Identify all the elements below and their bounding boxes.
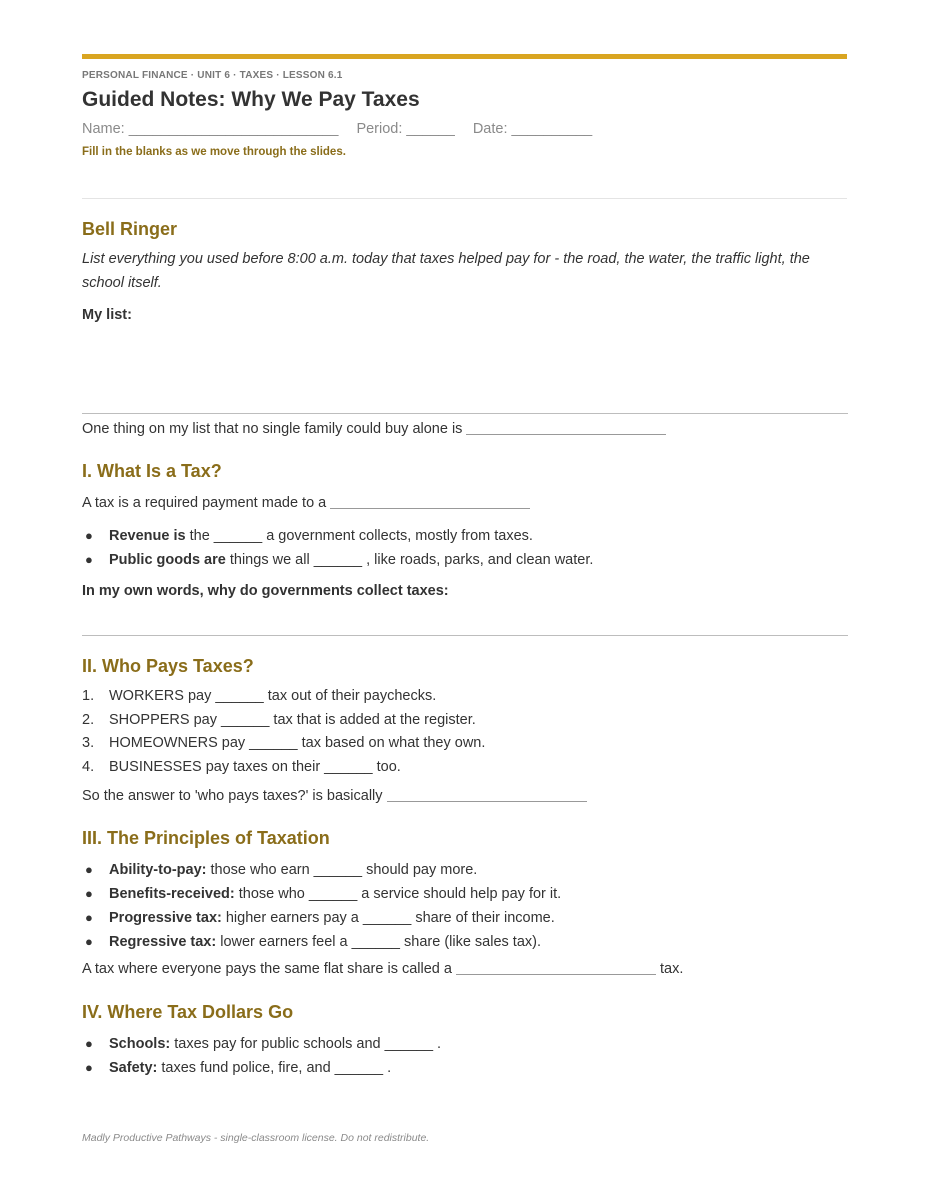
bullet-icon: ● [85,886,93,901]
list-item [82,548,847,572]
bullet-icon: ● [85,1036,93,1051]
list-item [82,1032,847,1056]
item-number: 1. [82,688,95,704]
item-number: 3. [82,735,95,751]
list-item [82,524,847,548]
bullet-icon: ● [85,1060,93,1075]
bell-ringer-sentence [82,417,847,441]
item-text: BUSINESSES pay taxes on their ______ too. [109,758,401,775]
section-3-heading: III. The Principles of Taxation [82,828,330,848]
section-2-list [82,685,847,779]
item-number: 4. [82,758,95,775]
answer-blank[interactable] [456,958,656,975]
list-item [82,756,847,780]
term: Revenue is [109,528,186,544]
student-fields [82,121,847,137]
who-pays-summary [82,784,847,808]
list-item [82,685,847,709]
term: Benefits-received: [109,886,235,902]
section-4-list [82,1032,847,1080]
term: Safety: [109,1060,158,1076]
name-field[interactable]: Name: __________________________ [82,121,339,137]
item-text: things we all ______ , like roads, parks, and clean water. [225,552,594,568]
instructions: Fill in the blanks as we move through the slides. [82,146,346,158]
period-field[interactable]: Period: ______ [356,121,455,137]
item-text: WORKERS pay ______ tax out of their paychecks. [109,688,437,704]
bell-ringer-prompt: List everything you used before 8:00 a.m. today that taxes helped pay for - the road, the water, the traffic light, the school itself. [82,251,810,291]
item-text: taxes pay for public schools and ______ . [170,1036,442,1052]
list-item [82,930,847,954]
list-item [82,1056,847,1080]
divider [82,198,847,199]
section-4-heading: IV. Where Tax Dollars Go [82,1002,294,1022]
item-text: higher earners pay a ______ share of their income. [221,910,555,926]
item-text: SHOPPERS pay ______ tax that is added at the register. [109,711,476,728]
bell-ringer-sentence-text: One thing on my list that no single family could buy alone is [82,421,463,437]
page-title: Guided Notes: Why We Pay Taxes [82,88,420,111]
license-footer: Madly Productive Pathways - single-classroom license. Do not redistribute. [82,1132,430,1144]
item-text: those who earn ______ should pay more. [206,862,478,878]
bullet-icon: ● [85,934,93,949]
writing-line [82,413,848,414]
term: Schools: [109,1036,171,1052]
section-1-heading: I. What Is a Tax? [82,461,222,481]
term: Regressive tax: [109,934,217,950]
who-pays-text: So the answer to 'who pays taxes?' is basically [82,788,383,804]
lesson-kicker: PERSONAL FINANCE · UNIT 6 · TAXES · LESSON 6.1 [82,70,343,81]
list-item [82,858,847,882]
term: Progressive tax: [109,910,222,926]
top-accent-bar [82,54,847,59]
date-field[interactable]: Date: __________ [472,121,593,137]
item-text: HOMEOWNERS pay ______ tax based on what they own. [109,735,486,751]
item-text: those who ______ a service should help pay for it. [234,886,562,902]
answer-blank[interactable] [466,418,666,435]
term: Ability-to-pay: [109,862,207,878]
tax-definition-text: A tax is a required payment made to a [82,495,327,511]
bell-ringer-heading: Bell Ringer [82,219,178,239]
section-2-heading: II. Who Pays Taxes? [82,656,254,676]
bullet-icon: ● [85,528,93,543]
bullet-icon: ● [85,552,93,567]
tax-definition [82,491,847,515]
item-number: 2. [82,711,95,728]
flat-tax-sentence [82,957,847,981]
list-item [82,882,847,906]
section-1-list [82,524,847,572]
worksheet [82,54,847,1080]
term: Public goods are [109,552,226,568]
section-3-list [82,858,847,954]
bullet-icon: ● [85,862,93,877]
flat-tax-end: tax. [659,961,684,977]
writing-line [82,635,848,636]
flat-tax-text: A tax where everyone pays the same flat share is called a [82,961,452,977]
item-text: lower earners feel a ______ share (like sales tax). [216,934,542,950]
list-item [82,709,847,733]
reflection-prompt: In my own words, why do governments collect taxes: [82,583,449,599]
item-text: taxes fund police, fire, and ______ . [157,1060,392,1076]
answer-blank[interactable] [387,785,587,802]
list-item [82,906,847,930]
my-list-label: My list: [82,307,132,323]
answer-blank[interactable] [330,492,530,509]
list-item [82,732,847,756]
bullet-icon: ● [85,910,93,925]
item-text: the ______ a government collects, mostly from taxes. [185,528,533,544]
